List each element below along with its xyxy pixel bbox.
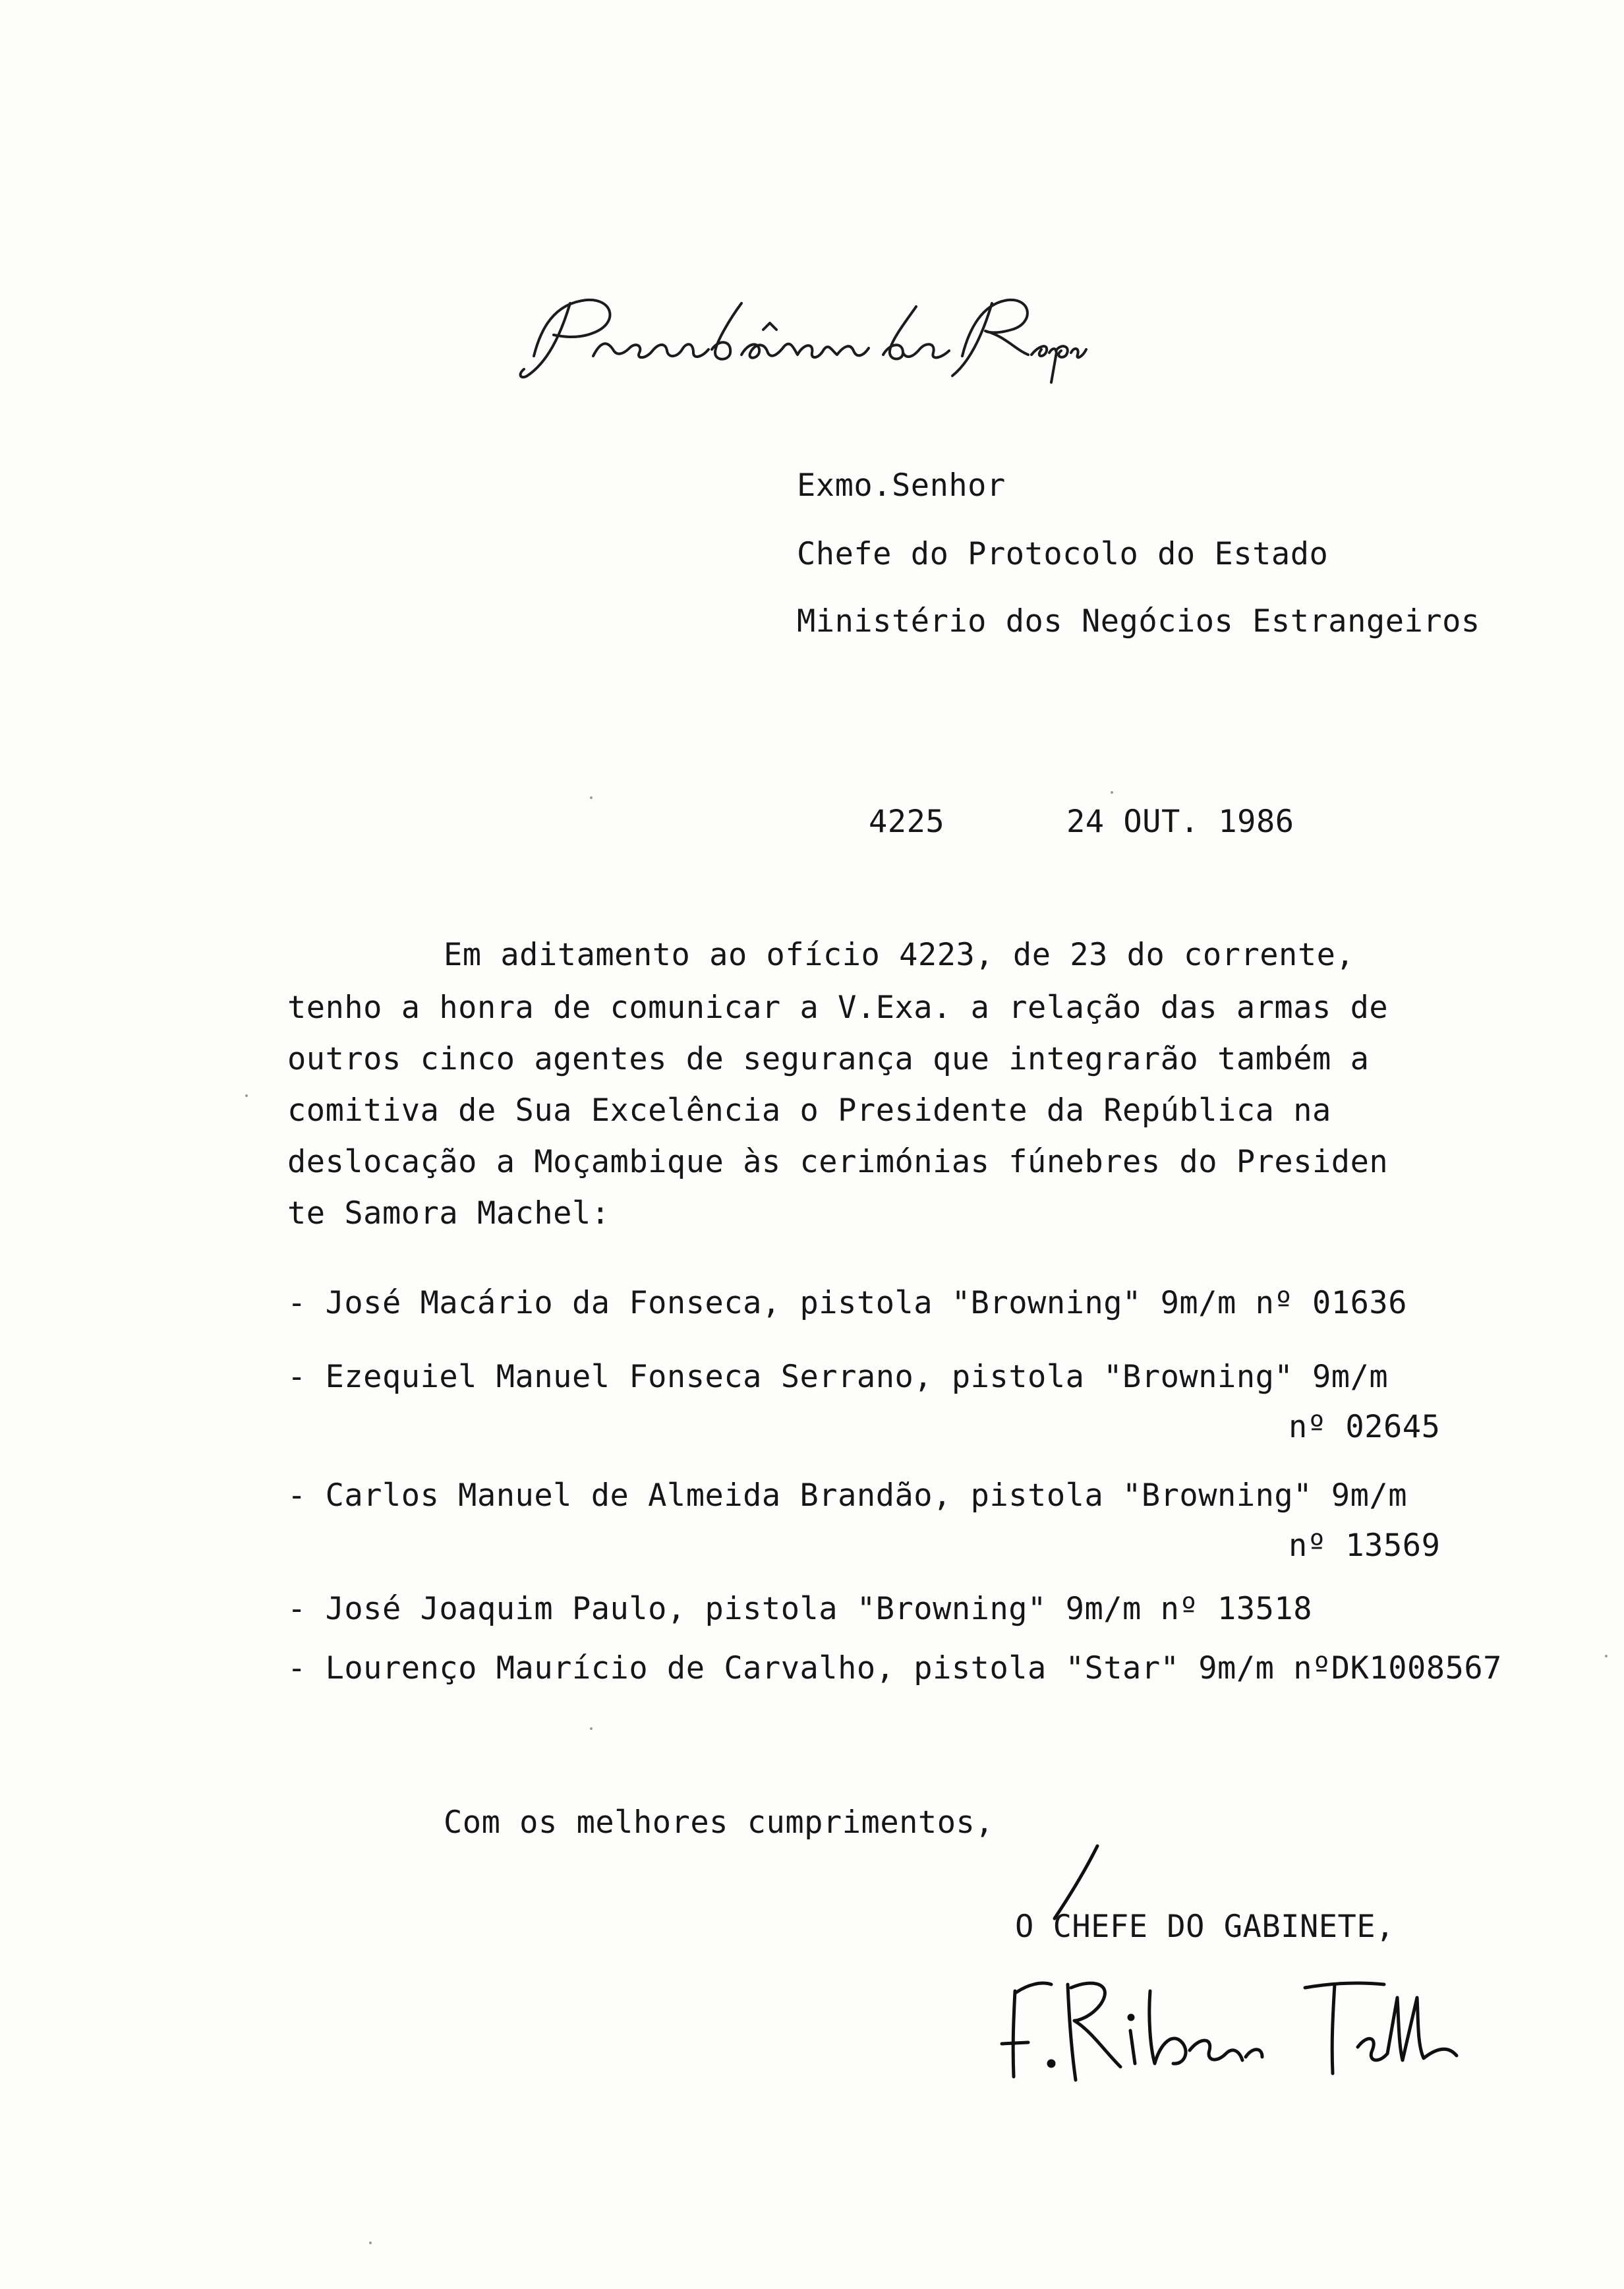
body-line-3: outros cinco agentes de segurança que integrarão também a (287, 1041, 1370, 1077)
scan-speck (1605, 1655, 1608, 1657)
agent-item-5: - Lourenço Maurício de Carvalho, pistola "Star" 9m/m nºDK1008567 (287, 1650, 1502, 1686)
signature-image (962, 1820, 1529, 2136)
recipient-line-2: Chefe do Protocolo do Estado (797, 536, 1329, 572)
body-line-4: comitiva de Sua Excelência o Presidente da República na (287, 1092, 1331, 1129)
body-line-1: Em aditamento ao ofício 4223, de 23 do corrente, (444, 937, 1355, 973)
reference-number: 4225 (869, 804, 945, 840)
scan-speck (590, 1727, 593, 1730)
agent-item-3-serial: nº 13569 (1289, 1528, 1441, 1564)
agent-item-3: - Carlos Manuel de Almeida Brandão, pistola "Browning" 9m/m (287, 1477, 1407, 1514)
scan-speck (1111, 791, 1113, 794)
letterhead-script (514, 277, 1094, 396)
scan-speck (590, 796, 593, 799)
body-line-5: deslocação a Moçambique às cerimónias fúnebres do Presiden (287, 1144, 1389, 1180)
recipient-line-1: Exmo.Senhor (797, 467, 1006, 504)
agent-item-1: - José Macário da Fonseca, pistola "Browning" 9m/m nº 01636 (287, 1285, 1407, 1321)
body-line-2: tenho a honra de comunicar a V.Exa. a relação das armas de (287, 990, 1389, 1026)
scan-speck (245, 1094, 248, 1097)
recipient-line-3: Ministério dos Negócios Estrangeiros (797, 603, 1480, 639)
agent-item-2: - Ezequiel Manuel Fonseca Serrano, pistola "Browning" 9m/m (287, 1359, 1389, 1395)
handwritten-signature (962, 1820, 1529, 2136)
signatory-title: O CHEFE DO GABINETE, (1015, 1909, 1395, 1945)
agent-item-4: - José Joaquim Paulo, pistola "Browning" 9m/m nº 13518 (287, 1591, 1313, 1627)
reference-date: 24 OUT. 1986 (1066, 804, 1294, 840)
letterhead-logo (514, 277, 1094, 396)
agent-item-2-serial: nº 02645 (1289, 1409, 1441, 1445)
scan-speck (369, 2242, 372, 2244)
body-line-6: te Samora Machel: (287, 1195, 610, 1232)
closing-greeting: Com os melhores cumprimentos, (444, 1804, 995, 1841)
